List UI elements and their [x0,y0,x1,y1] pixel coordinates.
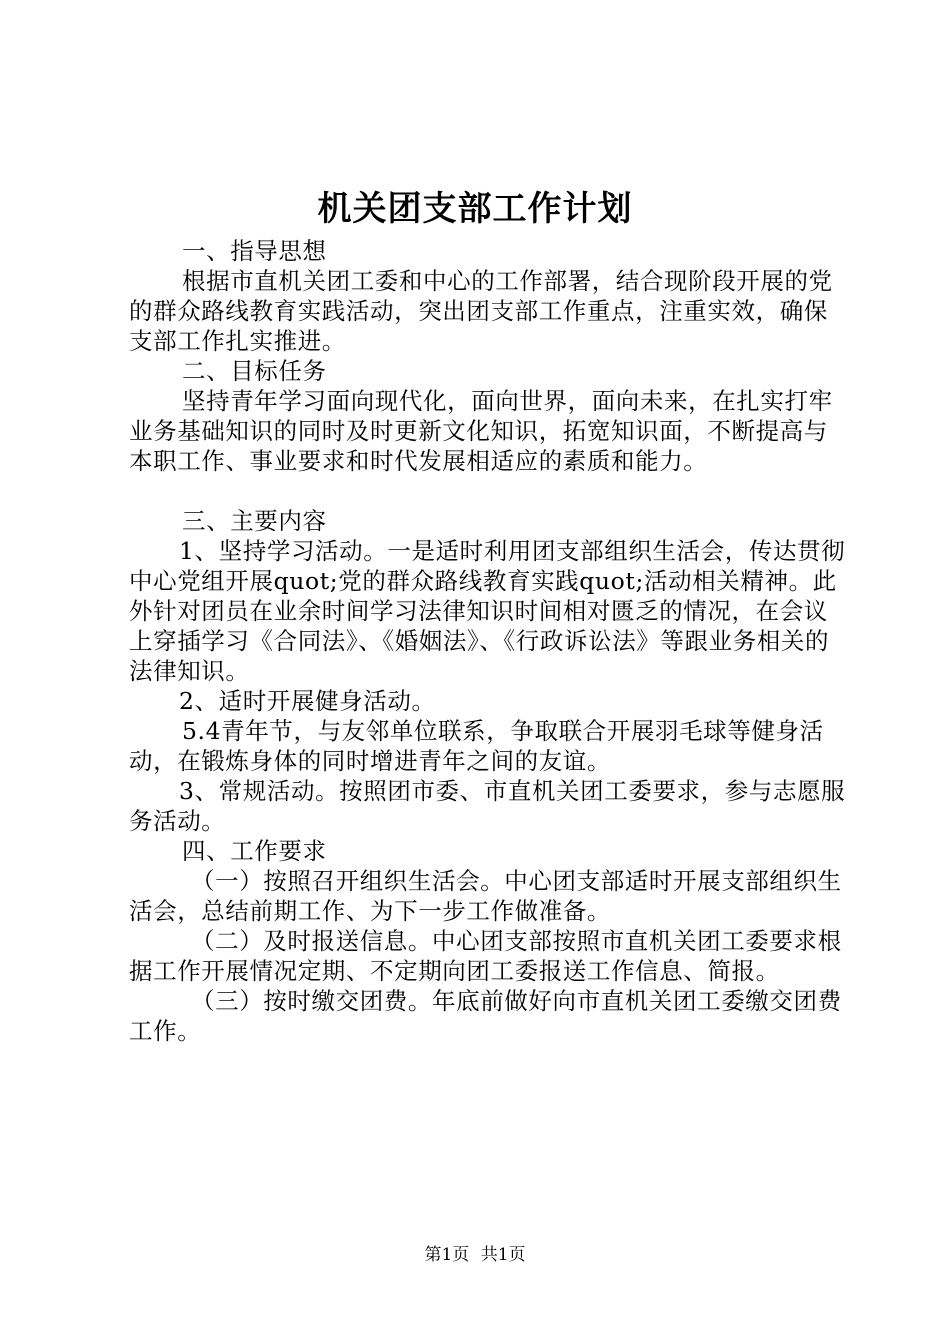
section-heading-main-content: 三、主要内容 [182,507,327,535]
paragraph-requirement-1: （一）按照召开组织生活会。中心团支部适时开展支部组织生活会，总结前期工作、为下一步工作做准备。 [129,867,842,925]
section-heading-guiding-ideology: 一、指导思想 [182,237,327,265]
page-footer [0,1243,950,1267]
paragraph-study-activities: 1、坚持学习活动。一是适时利用团支部组织生活会，传达贯彻中心党组开展quot;党的群众路线教育实践quot;活动相关精神。此外针对团员在业余时间学习法律知识时间相对匮乏的情况，在会议上穿插学习《合同法》、《婚姻法》、《行政诉讼法》等跟业务相关的法律知识。 [129,537,846,685]
section-heading-requirements: 四、工作要求 [182,837,327,865]
document-body [129,236,849,1046]
paragraph-fitness-activities: 2、适时开展健身活动。 [179,687,436,715]
paragraph-youth-day: 5.4青年节，与友邻单位联系，争取联合开展羽毛球等健身活动，在锻炼身体的同时增进青年之间的友谊。 [129,717,824,775]
paragraph-routine-activities: 3、常规活动。按照团市委、市直机关团工委要求，参与志愿服务活动。 [129,777,846,835]
paragraph-requirement-3: （三）按时缴交团费。年底前做好向市直机关团工委缴交团费工作。 [129,987,842,1045]
section-heading-goals: 二、目标任务 [182,357,327,385]
page-number-total: 共1页 [480,1245,526,1265]
page-number-current: 第1页 [424,1245,470,1265]
paragraph-goals: 坚持青年学习面向现代化，面向世界，面向未来，在扎实打牢业务基础知识的同时及时更新文化知识，拓宽知识面，不断提高与本职工作、事业要求和时代发展相适应的素质和能力。 [129,387,833,475]
paragraph-guiding-ideology: 根据市直机关团工委和中心的工作部署，结合现阶段开展的党的群众路线教育实践活动，突出团支部工作重点，注重实效，确保支部工作扎实推进。 [129,267,833,355]
document-title: 机关团支部工作计划 [317,189,633,229]
paragraph-requirement-2: （二）及时报送信息。中心团支部按照市直机关团工委要求根据工作开展情况定期、不定期向团工委报送工作信息、简报。 [129,927,842,985]
